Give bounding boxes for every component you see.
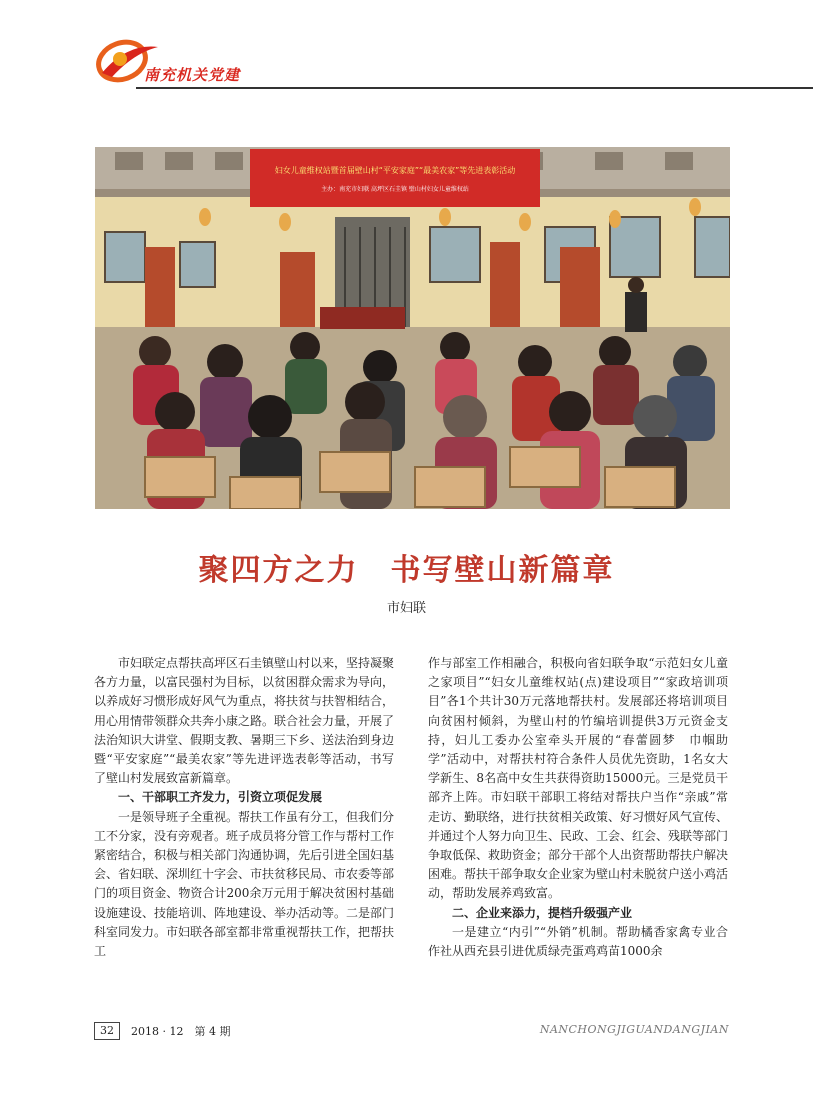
header-rule [136,87,813,89]
magazine-english-title: NANCHONGJIGUANDANGJIAN [539,1023,729,1036]
paragraph: 一是领导班子全重视。帮扶工作虽有分工，但我们分工不分家，没有旁观者。班子成员将分管工作与帮村工作紧密结合，积极与相关部门沟通协调，先后引进全国妇基会、省妇联、深圳红十字会、市扶贫移民局、市农委等部门的项目资金、物资合计200余万元用于解决贫困村基础设施建设、技能培训、阵地建设、举办活动等。二是部门科室同发力。市妇联各部室都非常重视帮扶工作，把帮扶工 [94,809,395,959]
event-photo [95,147,730,509]
magazine-title: 南充机关党建 [144,66,241,84]
right-column [428,654,728,961]
section-heading: 二、企业来添力，提档升级强产业 [452,905,633,920]
article-author: 市妇联 [386,601,426,616]
photo-banner-line2: 主办：南充市妇联 高坪区石圭镇 壁山村妇女儿童维权站 [321,186,469,193]
paragraph: 作与部室工作相融合，积极向省妇联争取“示范妇女儿童之家项目”“妇女儿童维权站(点)建设项目”“家政培训项目”各1个共计30万元落地帮扶村。发展部还将培训项目向贫困村倾斜，为壁山村的竹编培训提供3万元资金支持，妇儿工委办公室牵头开展的“春蕾圆梦 巾帼助学”活动中，对帮扶村符合条件人员优先资助，1名女大学新生、8名高中女生共获得资助15000元。三是党员干部齐上阵。市妇联干部职工将结对帮扶户当作“亲戚”常走访、勤联络，进行扶贫相关政策、好习惯好风气宣传、并通过个人努力向卫生、民政、工会、红会、残联等部门争取低保、救助资金；部分干部个人出资帮助帮扶户解决困难。帮扶干部争取女企业家为壁山村未脱贫户送小鸡活动，帮助发展养鸡致富。 [428,656,729,901]
article-title: 聚四方之力 书写壁山新篇章 [198,553,615,588]
paragraph: 市妇联定点帮扶高坪区石圭镇壁山村以来，坚持凝聚各方力量，以富民强村为目标，以贫困群众需求为导向，以养成好习惯形成好风气为重点，将扶贫与扶智相结合，用心用情带领群众共奔小康之路。联合社会力量，开展了法治知识大讲堂、假期支教、暑期三下乡、送法治到身边暨“平安家庭”“最美农家”等先进评选表彰等活动，书写了壁山村发展致富新篇章。 [94,656,395,786]
page-number: 32 [94,1022,120,1040]
issue-info: 2018 · 12 第 4 期 [131,1025,231,1038]
section-heading: 一、干部职工齐发力，引资立项促发展 [118,790,323,805]
paragraph: 一是建立“内引”“外销”机制。帮助橘香家禽专业合作社从西充县引进优质绿壳蛋鸡鸡苗1000余 [428,924,728,959]
photo-banner-line1: 妇女儿童维权站暨首届壁山村“平安家庭”“最美农家”等先进表彰活动 [274,166,516,175]
left-column [94,654,394,961]
